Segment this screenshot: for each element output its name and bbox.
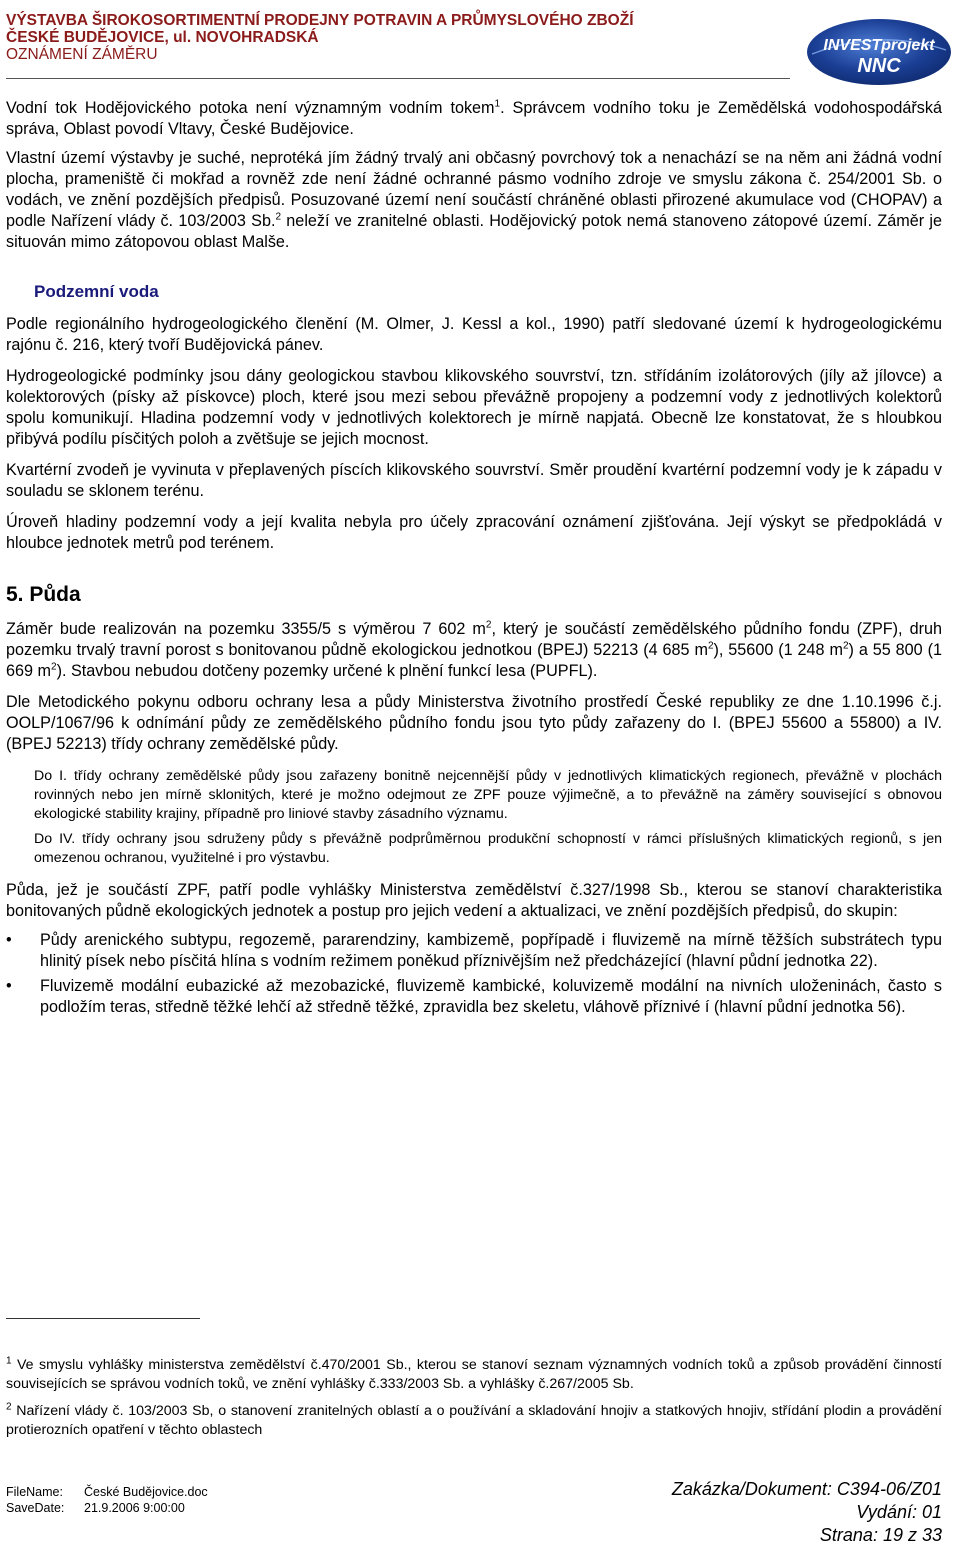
header-line-2: ČESKÉ BUDĚJOVICE, ul. NOVOHRADSKÁ [6, 29, 319, 46]
note-class-1: Do I. třídy ochrany zemědělské půdy jsou zařazeny bonitně nejcennější půdy v jednotlivých klimatických regionech, převážně v plochách rovinných nebo jen mírně sklonitých, které je možno odejmout ze ZPF pouze výjimečně, a to převážně na záměry související s obnovou ekologické stability krajiny, případně pro liniové stavby zásadního významu. [34, 768, 942, 822]
savedate-value: 21.9.2006 9:00:00 [84, 1501, 185, 1515]
filename-value: České Budějovice.doc [84, 1485, 208, 1499]
order-number: Zakázka/Dokument: C394-06/Z01 [671, 1479, 942, 1499]
savedate-label: SaveDate: [6, 1501, 65, 1515]
page-number: Strana: 19 z 33 [819, 1525, 942, 1545]
edition-number: Vydání: 01 [856, 1502, 942, 1522]
paragraph-site: Vlastní území výstavby je suché, neprotéká jím žádný trvalý ani občasný povrchový tok a nenachází se na něm ani žádná vodní plocha, prameniště či mokřad a rovněž zde není žádné ochranné pásmo vodního zdroje ve smyslu zákona č. 254/2001 Sb. o vodách, ve znění pozdějších předpisů. Posuzované území není součástí chráněné oblasti přirozené akumulace vod (CHOPAV) a podle Nařízení vlády č. 103/2003 Sb.$^2$ neleží ve zranitelné oblasti. Hodějovický potok nemá stanoveno zátopové území. Záměr je situován mimo zátopovou oblast Malše. [6, 149, 943, 251]
page-header [6, 8, 954, 78]
page-footer [6, 1478, 942, 1548]
document-body [6, 98, 942, 1018]
bullet-icon: • [6, 931, 12, 949]
paragraph-plot: Záměr bude realizován na pozemku 3355/5 s výměrou 7 602 $m^2$, který je součástí zemědělského půdního fondu (ZPF), druh pozemku trvalý travní porost s bonitovanou půdně ekologickou jednotkou (BPEJ) 52213 (4 685 $m^2$), 55600 (1 248 $m^2$) a 55 800 (1 669 $m^2$). Stavbou nebudou dotčeny pozemky určené k plnění funkcí lesa (PUPFL). [6, 619, 942, 680]
header-line-1: VÝSTAVBA ŠIROKOSORTIMENTNÍ PRODEJNY POTRAVIN A PRŮMYSLOVÉHO ZBOŽÍ [6, 12, 634, 29]
header-title-block [6, 12, 634, 63]
file-info [6, 1484, 208, 1516]
header-line-3: OZNÁMENÍ ZÁMĚRU [6, 46, 158, 63]
paragraph-protection-class: Dle Metodického pokynu odboru ochrany lesa a půdy Ministerstva životního prostředí České republiky ze dne 1.10.1996 č.j. OOLP/1067/96 k odnímání půdy ze zemědělského půdního fondu jsou tyto půdy zařazeny do I. (BPEJ 55600 a 55800) a IV. (BPEJ 52213) třídy ochrany zemědělské půdy. [6, 693, 942, 753]
bullet-icon: • [6, 977, 12, 995]
paragraph-hydro-region: Podle regionálního hydrogeologického členění (M. Olmer, J. Kessl a kol., 1990) patří sledované území k hydrogeologickému rajónu č. 216, který tvoří Budějovická pánev. [6, 315, 942, 354]
document-info [672, 1478, 942, 1547]
footnote-1: $^1$ Ve smyslu vyhlášky ministerstva zemědělství č.470/2001 Sb., kterou se stanoví seznam významných vodních toků a způsob provádění činností souvisejících se správou vodních toků, ve znění vyhlášky č.333/2003 Sb. a vyhlášky č.267/2005 Sb. [6, 1355, 942, 1392]
logo-text-1: INVESTprojekt [823, 37, 935, 54]
soil-group-list [6, 930, 942, 1018]
paragraph-water-level: Úroveň hladiny podzemní vody a její kvalita nebyla pro účely zpracování oznámení zjišťována. Její výskyt se předpokládá v hloubce jednotek metrů pod terénem. [6, 513, 942, 552]
paragraph-hydro-conditions: Hydrogeologické podmínky jsou dány geologickou stavbou klikovského souvrství, tzn. střídáním izolátorových (jíly až jílovce) a kolektorových (písky až pískovce) ploch, které jsou mezi sebou převážně propojeny a podzemní vody z jednotlivých kolektorů spolu komunikují. Hladina podzemní vody v jednotlivých kolektorech je mírně napjatá. Obecně lze konstatovat, že s hloubkou přibývá podílu písčitých poloh a zvětšuje se jejich mocnost. [6, 367, 942, 448]
list-item: • Fluvizemě modální eubazické až mezobazické, fluvizemě kambické, koluvizemě modální na nivních uloženinách, často s podložím teras, středně těžké lehčí až středně těžké, zpravidla bez skeletu, vláhově příznivé í (hlavní půdní jednotka 56). [6, 977, 942, 1016]
subheading-groundwater: Podzemní voda [34, 282, 159, 301]
header-divider [6, 78, 790, 79]
list-item: • Půdy arenického subtypu, regozemě, pararendziny, kambizemě, popřípadě i fluvizemě na mírně těžších substrátech typu hlinitý písek nebo písčitá hlína s vodním režimem poněkud příznivějším než předcházející (hlavní půdní jednotka 22). [6, 931, 942, 970]
investprojekt-logo [804, 8, 954, 88]
section-heading-soil: 5. Půda [6, 583, 81, 606]
footnote-2: $^2$ Nařízení vlády č. 103/2003 Sb, o stanovení zranitelných oblastí a o používání a skladování hnojiv a statkových hnojiv, střídání plodin a provádění protierozních opatření v těchto oblastech [6, 1401, 942, 1438]
protection-class-notes [34, 767, 942, 868]
filename-label: FileName: [6, 1485, 63, 1499]
paragraph-soil-groups: Půda, jež je součástí ZPF, patří podle vyhlášky Ministerstva zemědělství č.327/1998 Sb., kterou se stanoví charakteristika bonitovaných půdně ekologických jednotek a postup pro jejich vedení a aktualizaci, ve znění pozdějších předpisů, do skupin: [6, 881, 942, 920]
footnote-divider [6, 1318, 200, 1319]
paragraph-watercourse: Vodní tok Hodějovického potoka není významným vodním tokem$^1$. Správcem vodního toku je Zemědělská vodohospodářská správa, Oblast povodí Vltavy, České Budějovice. [6, 98, 942, 138]
logo-text-2: NNC [857, 55, 901, 77]
footnotes [6, 1356, 942, 1440]
paragraph-quaternary: Kvartérní zvodeň je vyvinuta v přeplavených píscích klikovského souvrství. Směr proudění kvartérní podzemní vody je k západu v souladu se sklonem terénu. [6, 461, 942, 500]
note-class-4: Do IV. třídy ochrany jsou sdruženy půdy s převážně podprůměrnou produkční schopností v rámci příslušných klimatických regionů, s jen omezenou ochranou, využitelné i pro výstavbu. [34, 831, 942, 866]
